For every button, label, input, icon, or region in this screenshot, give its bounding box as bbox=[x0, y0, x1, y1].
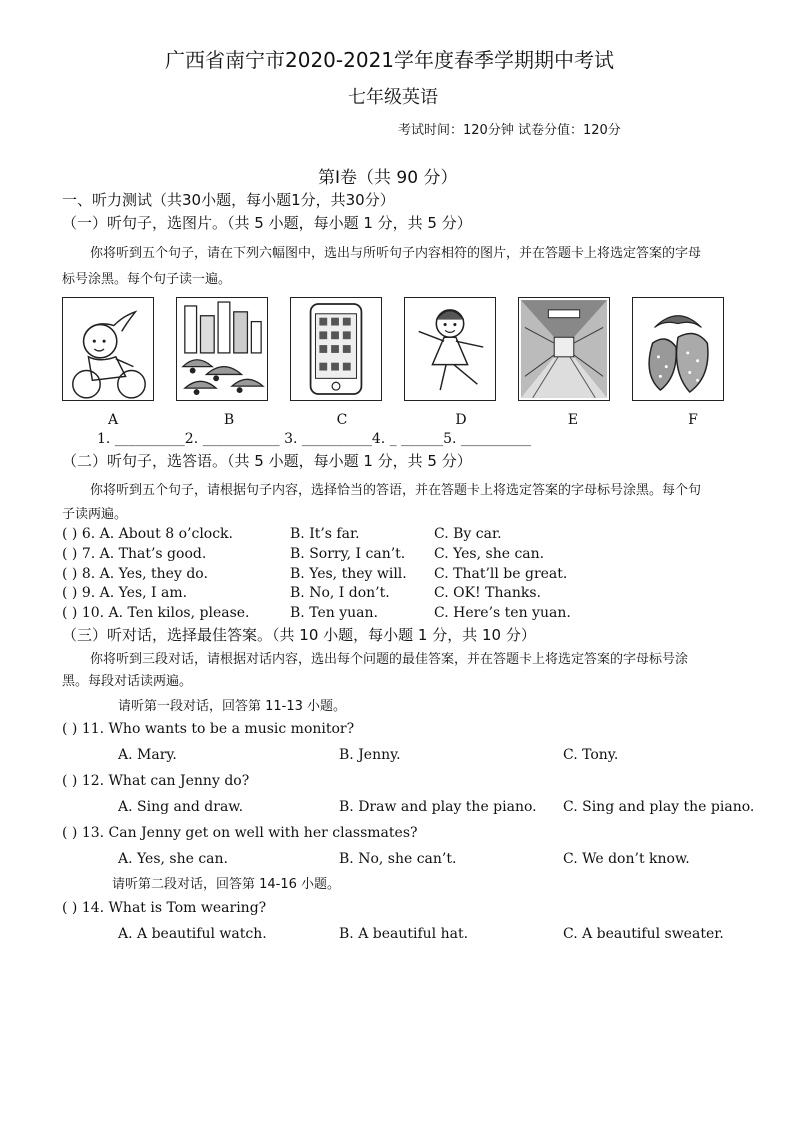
sec3-instruction-2: 黑。每段对话读两遍。 bbox=[62, 674, 193, 689]
q13-option-c: C. We don’t know. bbox=[563, 851, 690, 867]
dialog1-note: 请听第一段对话，回答第 11-13 小题。 bbox=[118, 699, 347, 714]
q14-option-b: B. A beautiful hat. bbox=[339, 926, 469, 942]
strawberries-icon bbox=[633, 298, 723, 400]
q7-option-c: C. Yes, she can. bbox=[434, 546, 545, 562]
sec2-heading: （二）听句子，选答语。（共 5 小题，每小题 1 分，共 5 分） bbox=[62, 452, 472, 470]
q14-option-a: A. A beautiful watch. bbox=[118, 926, 267, 942]
exam-subtitle: 七年级英语 bbox=[348, 87, 438, 108]
q11-option-c: C. Tony. bbox=[563, 747, 619, 763]
picture-label-b: B bbox=[223, 412, 235, 428]
girl-dancing-icon bbox=[405, 298, 495, 400]
smartphone-icon bbox=[291, 298, 381, 400]
q11-option-b: B. Jenny. bbox=[339, 747, 401, 763]
picture-e bbox=[518, 297, 610, 401]
picture-b bbox=[176, 297, 268, 401]
sec2-instruction-2: 子读两遍。 bbox=[62, 507, 128, 522]
girl-cycling-icon bbox=[63, 298, 153, 400]
picture-f bbox=[632, 297, 724, 401]
traffic-jam-icon bbox=[177, 298, 267, 400]
picture-d bbox=[404, 297, 496, 401]
q8-option-c: C. That’ll be great. bbox=[434, 566, 568, 582]
picture-c bbox=[290, 297, 382, 401]
dialog2-note: 请听第二段对话，回答第 14-16 小题。 bbox=[112, 877, 341, 892]
q6-option-c: C. By car. bbox=[434, 526, 502, 542]
q11-option-a: A. Mary. bbox=[118, 747, 177, 763]
q6-option-b: B. It’s far. bbox=[290, 526, 360, 542]
q8-stem: ( ) 8. A. Yes, they do. bbox=[62, 566, 208, 582]
exam-info: 考试时间：120分钟 试卷分值：120分 bbox=[398, 123, 621, 138]
sec3-heading: （三）听对话，选择最佳答案。（共 10 小题，每小题 1 分，共 10 分） bbox=[62, 626, 536, 644]
picture-label-c: C bbox=[336, 412, 348, 428]
picture-label-d: D bbox=[455, 412, 467, 428]
volume-title: 第Ⅰ卷（共 90 分） bbox=[318, 168, 458, 188]
q9-option-b: B. No, I don’t. bbox=[290, 585, 390, 601]
exam-title: 广西省南宁市2020-2021学年度春季学期期中考试 bbox=[165, 48, 615, 72]
q11-stem: ( ) 11. Who wants to be a music monitor? bbox=[62, 721, 355, 737]
sec1-instruction-2: 标号涂黑。每个句子读一遍。 bbox=[62, 272, 232, 287]
q6-stem: ( ) 6. A. About 8 o’clock. bbox=[62, 526, 233, 542]
q12-option-a: A. Sing and draw. bbox=[118, 799, 244, 815]
q10-option-c: C. Here’s ten yuan. bbox=[434, 605, 571, 621]
subway-station-icon bbox=[519, 298, 609, 400]
picture-label-f: F bbox=[688, 412, 698, 428]
q9-option-c: C. OK! Thanks. bbox=[434, 585, 541, 601]
q8-option-b: B. Yes, they will. bbox=[290, 566, 407, 582]
q12-stem: ( ) 12. What can Jenny do? bbox=[62, 773, 250, 789]
q7-stem: ( ) 7. A. That’s good. bbox=[62, 546, 207, 562]
q13-stem: ( ) 13. Can Jenny get on well with her classmates? bbox=[62, 825, 418, 841]
q14-option-c: C. A beautiful sweater. bbox=[563, 926, 724, 942]
q13-option-a: A. Yes, she can. bbox=[118, 851, 228, 867]
sec1-instruction-1: 你将听到五个句子，请在下列六幅图中，选出与所听句子内容相符的图片，并在答题卡上将选定答案的字母 bbox=[90, 246, 702, 261]
answer-blanks: 1. __________2. ___________ 3. __________4. _ ______5. __________ bbox=[97, 431, 531, 447]
sec3-instruction-1: 你将听到三段对话，请根据对话内容，选出每个问题的最佳答案，并在答题卡上将选定答案的字母标号涂 bbox=[90, 652, 689, 667]
q12-option-c: C. Sing and play the piano. bbox=[563, 799, 755, 815]
q9-stem: ( ) 9. A. Yes, I am. bbox=[62, 585, 188, 601]
q10-stem: ( ) 10. A. Ten kilos, please. bbox=[62, 605, 250, 621]
q13-option-b: B. No, she can’t. bbox=[339, 851, 457, 867]
q12-option-b: B. Draw and play the piano. bbox=[339, 799, 537, 815]
picture-label-a: A bbox=[107, 412, 119, 428]
q7-option-b: B. Sorry, I can’t. bbox=[290, 546, 406, 562]
picture-label-e: E bbox=[567, 412, 579, 428]
sec1-heading: （一）听句子，选图片。（共 5 小题，每小题 1 分，共 5 分） bbox=[62, 214, 472, 232]
q10-option-b: B. Ten yuan. bbox=[290, 605, 378, 621]
q14-stem: ( ) 14. What is Tom wearing? bbox=[62, 900, 267, 916]
sec2-instruction-1: 你将听到五个句子，请根据句子内容，选择恰当的答语，并在答题卡上将选定答案的字母标号涂黑。每个句 bbox=[90, 483, 702, 498]
picture-a bbox=[62, 297, 154, 401]
part1-heading: 一、听力测试（共30小题，每小题1分，共30分） bbox=[62, 191, 395, 209]
